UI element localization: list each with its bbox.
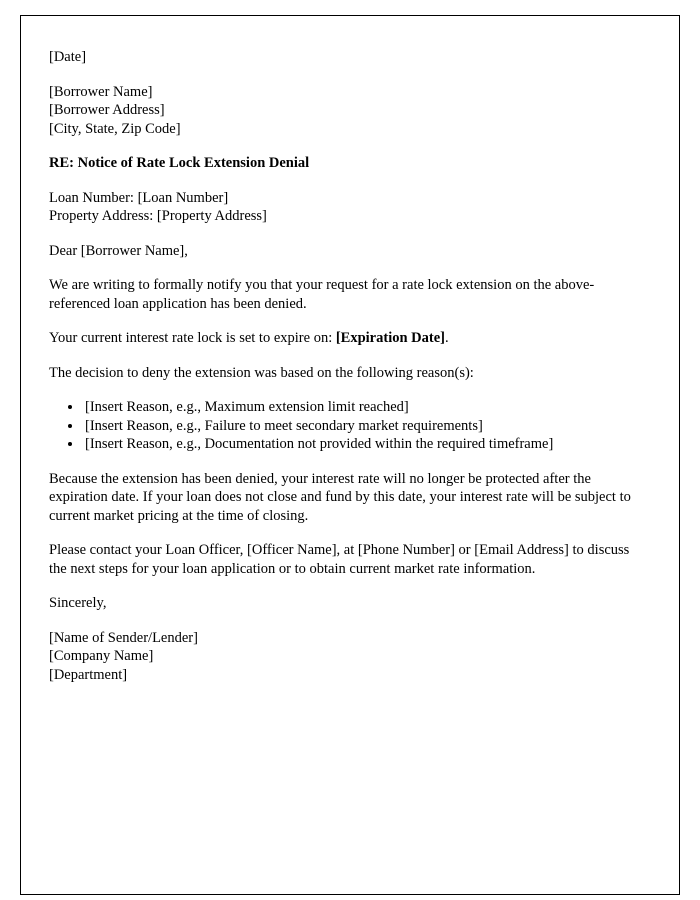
reason-item: • [Insert Reason, e.g., Documentation not provided within the required timeframe] <box>83 435 651 454</box>
loan-number-line: Loan Number: [Loan Number] <box>49 189 229 206</box>
recipient-name: [Borrower Name] <box>49 83 153 100</box>
reason-item: • [Insert Reason, e.g., Failure to meet secondary market requirements] <box>83 417 651 436</box>
paragraph-consequence: Because the extension has been denied, your interest rate will no longer be protected after the expiration date. If your loan does not close and fund by this date, your interest rate will be subject to current market pricing at the time of closing. <box>49 470 631 524</box>
expiration-suffix: . <box>444 330 449 346</box>
recipient-city-state-zip: [City, State, Zip Code] <box>49 120 181 137</box>
expiration-date: [Expiration Date] <box>335 330 445 346</box>
recipient-address: [Borrower Address] <box>49 102 165 118</box>
signature-block <box>49 629 651 685</box>
date-line: [Date] <box>49 49 87 65</box>
salutation: Dear [Borrower Name], <box>49 242 188 259</box>
expiration-prefix: Your current interest rate lock is set to expire on: <box>49 330 336 346</box>
reasons-list <box>83 398 651 454</box>
paragraph-denial: We are writing to formally notify you that your request for a rate lock extension on the above-referenced loan application has been denied. <box>49 277 595 312</box>
letter-frame <box>20 15 680 895</box>
loan-info-block <box>49 189 651 226</box>
paragraph-contact: Please contact your Loan Officer, [Officer Name], at [Phone Number] or [Email Address] to discuss the next steps for your loan application or to obtain current market rate information. <box>49 542 630 577</box>
property-address-line: Property Address: [Property Address] <box>49 208 267 224</box>
company-name: [Company Name] <box>49 648 154 664</box>
department: [Department] <box>49 666 128 683</box>
subject-line: RE: Notice of Rate Lock Extension Denial <box>49 155 310 171</box>
paragraph-reasons-intro: The decision to deny the extension was based on the following reason(s): <box>49 364 474 381</box>
reason-item: • [Insert Reason, e.g., Maximum extension limit reached] <box>83 398 651 417</box>
closing: Sincerely, <box>49 595 107 611</box>
sender-name: [Name of Sender/Lender] <box>49 629 198 646</box>
paragraph-expiration <box>49 329 641 348</box>
recipient-block <box>49 83 651 139</box>
